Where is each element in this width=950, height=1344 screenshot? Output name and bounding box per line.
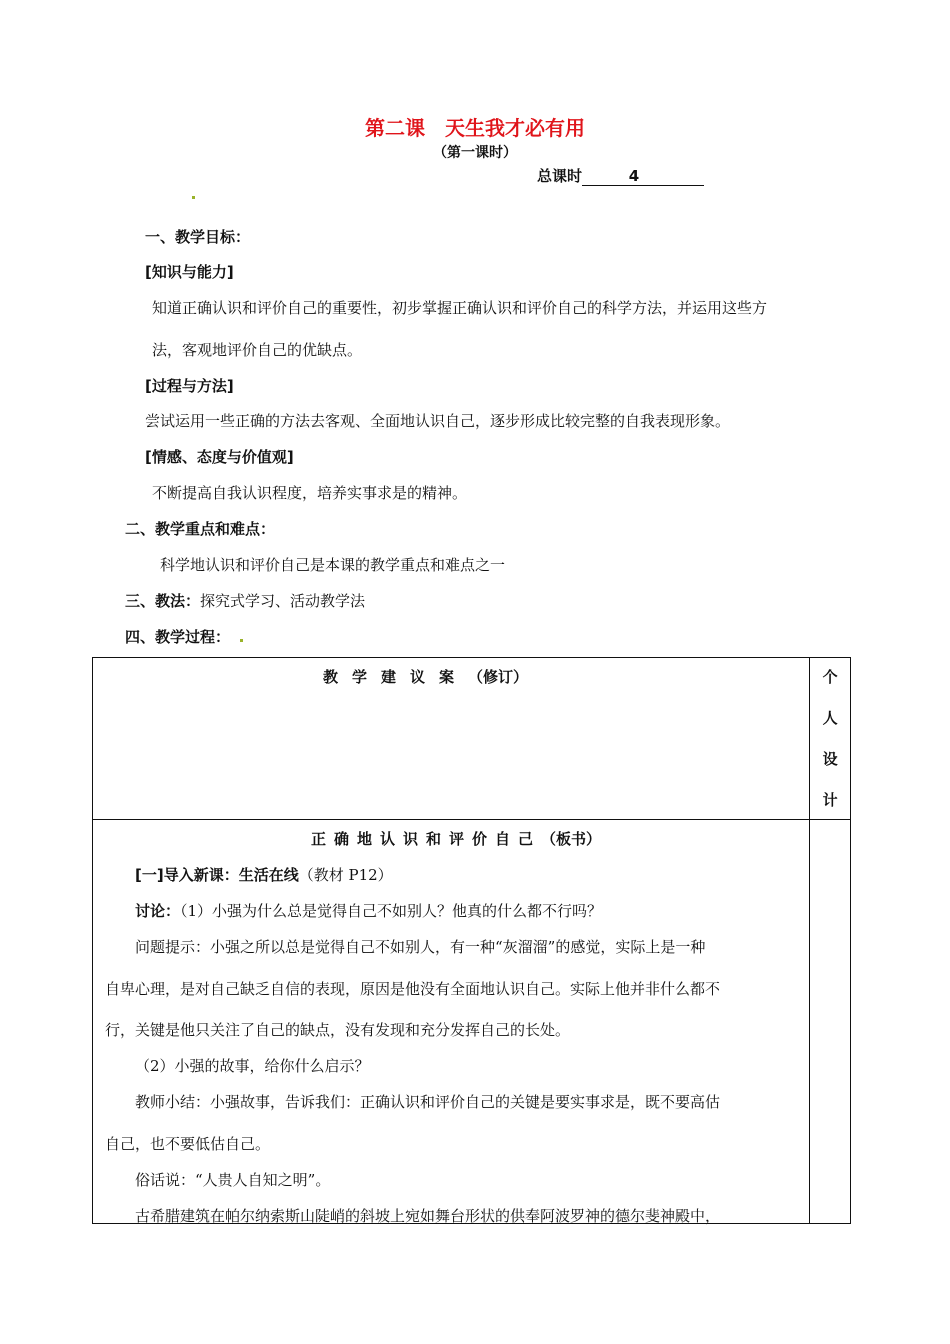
knowledge-text-line2: 法，客观地评价自己的优缺点。 bbox=[152, 341, 363, 359]
knowledge-text-line1: 知道正确认识和评价自己的重要性，初步掌握正确认识和评价自己的科学方法，并运用这些方 bbox=[152, 299, 768, 317]
knowledge-heading: [知识与能力] bbox=[145, 263, 234, 281]
discussion-question-2: （2）小强的故事，给你什么启示？ bbox=[135, 1057, 370, 1075]
discussion-line bbox=[135, 900, 602, 921]
plan-title-text: 教学建议案 bbox=[323, 668, 469, 686]
teaching-process-heading: 四、教学过程： bbox=[125, 628, 231, 646]
side-char: 个 bbox=[822, 668, 838, 686]
summary-line-2: 自己，也不要低估自己。 bbox=[105, 1135, 271, 1153]
method-text: 探究式学习、活动教学法 bbox=[200, 592, 366, 610]
emotion-heading: [情感、态度与价值观] bbox=[145, 448, 294, 466]
page-subtitle: （第一课时） bbox=[433, 145, 517, 161]
process-text: 尝试运用一些正确的方法去客观、全面地认识自己，逐步形成比较完整的自我表现形象。 bbox=[145, 412, 731, 430]
plan-title-suffix: （修订） bbox=[468, 668, 529, 686]
personal-design-header bbox=[810, 658, 851, 820]
board-title-text: 正确地认识和评价自己 bbox=[311, 830, 542, 848]
board-title bbox=[311, 828, 601, 849]
focus-text: 科学地认识和评价自己是本课的教学重点和难点之一 bbox=[160, 556, 506, 574]
side-char: 人 bbox=[822, 709, 838, 727]
summary-line-1: 教师小结：小强故事，告诉我们：正确认识和评价自己的关键是要实事求是，既不要高估 bbox=[135, 1093, 721, 1111]
hint-line-2: 自卑心理，是对自己缺乏自信的表现，原因是他没有全面地认识自己。实际上他并非什么都不 bbox=[105, 980, 721, 998]
discussion-question-1: （1）小强为什么总是觉得自己不如别人？他真的什么都不行吗？ bbox=[180, 902, 603, 920]
method-heading: 三、教法： bbox=[125, 592, 201, 610]
intro-heading: [一]导入新课：生活在线 bbox=[135, 866, 299, 884]
personal-design-cell bbox=[810, 820, 851, 1224]
hint-line-3: 行，关键是他只关注了自己的缺点，没有发现和充分发挥自己的长处。 bbox=[105, 1021, 571, 1039]
plan-body-cell bbox=[93, 820, 810, 1224]
process-heading: [过程与方法] bbox=[145, 377, 234, 395]
side-char: 计 bbox=[822, 791, 838, 809]
total-hours-value: 4 bbox=[582, 167, 704, 186]
teaching-plan-table bbox=[92, 657, 851, 1224]
total-hours bbox=[537, 165, 704, 186]
discussion-label: 讨论： bbox=[135, 902, 181, 920]
plan-header-cell bbox=[93, 658, 810, 820]
plan-header-title bbox=[323, 666, 528, 687]
total-hours-label: 总课时 bbox=[537, 167, 583, 185]
stray-dot bbox=[240, 639, 243, 642]
method-line bbox=[125, 590, 365, 611]
board-title-suffix: （板书） bbox=[541, 830, 602, 848]
hint-line-1: 问题提示：小强之所以总是觉得自己不如别人，有一种“灰溜溜”的感觉，实际上是一种 bbox=[135, 938, 706, 956]
goals-heading: 一、教学目标： bbox=[145, 228, 251, 246]
stray-dot bbox=[192, 196, 195, 199]
emotion-text: 不断提高自我认识程度，培养实事求是的精神。 bbox=[152, 484, 468, 502]
intro-reference: （教材 P12） bbox=[298, 866, 393, 884]
greek-temple-line: 古希腊建筑在帕尔纳索斯山陡峭的斜坡上宛如舞台形状的供奉阿波罗神的德尔斐神殿中， bbox=[135, 1207, 721, 1225]
intro-line bbox=[135, 864, 393, 885]
focus-heading: 二、教学重点和难点： bbox=[125, 520, 276, 538]
page-title: 第二课 天生我才必有用 bbox=[365, 116, 585, 140]
proverb-line: 俗话说：“人贵人自知之明”。 bbox=[135, 1171, 331, 1189]
side-char: 设 bbox=[822, 750, 838, 768]
